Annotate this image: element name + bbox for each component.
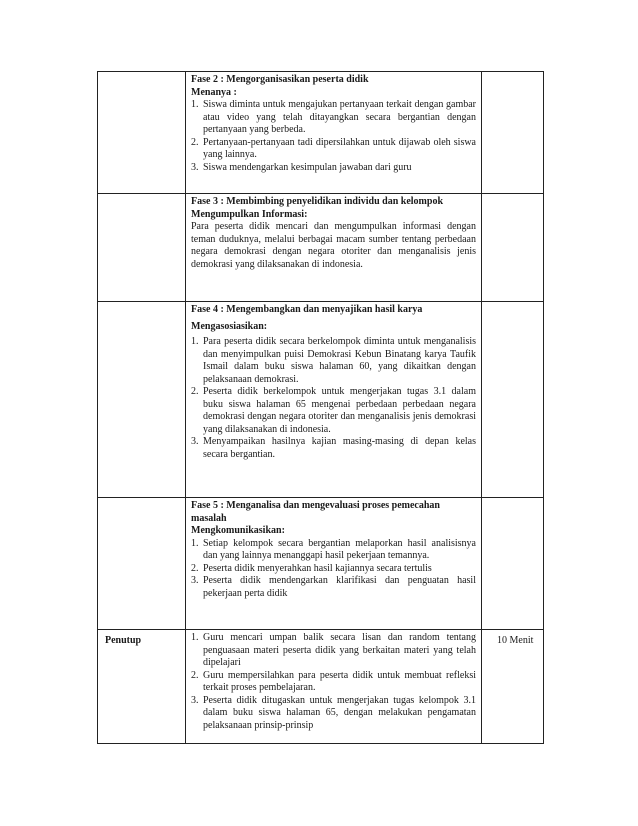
table-row — [98, 302, 544, 498]
duration-label: 10 Menit — [497, 635, 534, 646]
step-list — [191, 538, 476, 601]
list-item: 2. Peserta didik menyerahkan hasil kajiannya secara tertulis — [191, 562, 432, 574]
empty-cell — [98, 194, 186, 302]
list-item: 2. Guru mempersilahkan para peserta didik untuk membuat refleksi terkait proses pembelajaran. — [191, 669, 476, 693]
empty-cell — [482, 194, 544, 302]
phase-subtitle: Menanya : — [191, 86, 237, 98]
list-item: 1. Setiap kelompok secara bergantian melaporkan hasil analisisnya dan yang lainnya menanggapi hasil pekerjaan temannya. — [191, 537, 476, 561]
list-item: 1. Guru mencari umpan balik secara lisan dan random tentang penguasaan materi peserta didik yang berkaitan materi yang telah dipelajari — [191, 632, 476, 668]
phase-subtitle: Mengasosiasikan: — [191, 320, 268, 332]
empty-cell — [482, 72, 544, 194]
phase-title: Fase 2 : Mengorganisasikan peserta didik — [191, 74, 369, 85]
list-item: 2. Peserta didik berkelompok untuk mengerjakan tugas 3.1 dalam buku siswa halaman 65 mengenai perbedaan perbedaan negara demokrasi dengan negara otoriter dan menganalisis jenis demokrasi yang dilaksanakan di indonesia. — [191, 386, 476, 435]
list-item: 3. Peserta didik ditugaskan untuk mengerjakan tugas kelompok 3.1 dalam buku siswa halaman 65, dengan melakukan pengamatan pelaksanaan prinsip-prinsip — [191, 694, 476, 731]
phase-subtitle: Mengumpulkan Informasi: — [191, 208, 308, 220]
closing-cell — [186, 630, 482, 744]
phase-title: Fase 3 : Membimbing penyelidikan individu dan kelompok — [191, 196, 444, 207]
list-item: 1. Siswa diminta untuk mengajukan pertanyaan terkait dengan gambar atau video yang telah ditayangkan secara bergantian dengan pertanyaan yang berbeda. — [191, 99, 476, 135]
phase-paragraph: Para peserta didik mencari dan mengumpulkan informasi dengan teman duduknya, melalui berbagai macam sumber tentang perbedaan negara demokrasi dengan negara otoriter dan menganalisis jenis demokrasi yang dilaksanakan di indonesia. — [191, 221, 476, 270]
table-row — [98, 72, 544, 194]
list-item: 2. Pertanyaan-pertanyaan tadi dipersilahkan untuk dijawab oleh siswa yang lainnya. — [191, 136, 476, 160]
lesson-activity-table — [97, 71, 544, 744]
step-list — [191, 336, 476, 461]
empty-cell — [98, 72, 186, 194]
empty-cell — [482, 498, 544, 630]
phase-subtitle: Mengkomunikasikan: — [191, 525, 285, 536]
list-item: 3. Peserta didik mendengarkan klarifikasi dan penguatan hasil pekerjaan perta didik — [191, 575, 476, 599]
step-list — [191, 99, 476, 174]
step-list — [191, 632, 476, 732]
phase-title: Fase 5 : Menganalisa dan mengevaluasi proses pemecahan masalah — [191, 500, 440, 524]
phase-cell — [186, 498, 482, 630]
phase-title: Fase 4 : Mengembangkan dan menyajikan hasil karya — [191, 304, 423, 315]
phase-cell — [186, 194, 482, 302]
list-item: 1. Para peserta didik secara berkelompok diminta untuk menganalisis dan menyimpulkan puisi Demokrasi Kebun Binatang karya Taufik Ismail dalam buku siswa halaman 60, yang dikaitkan dengan pelaksanaan demokrasi. — [191, 336, 476, 385]
table-row — [98, 630, 544, 744]
list-item: 3. Siswa mendengarkan kesimpulan jawaban dari guru — [191, 161, 412, 173]
list-item: 3. Menyampaikan hasilnya kajian masing-masing di depan kelas secara bergantian. — [191, 436, 476, 460]
table-row — [98, 194, 544, 302]
empty-cell — [98, 498, 186, 630]
phase-cell — [186, 72, 482, 194]
phase-cell — [186, 302, 482, 498]
empty-cell — [98, 302, 186, 498]
section-label-cell — [98, 630, 186, 744]
duration-cell — [482, 630, 544, 744]
empty-cell — [482, 302, 544, 498]
table-row — [98, 498, 544, 630]
section-label: Penutup — [105, 635, 142, 646]
